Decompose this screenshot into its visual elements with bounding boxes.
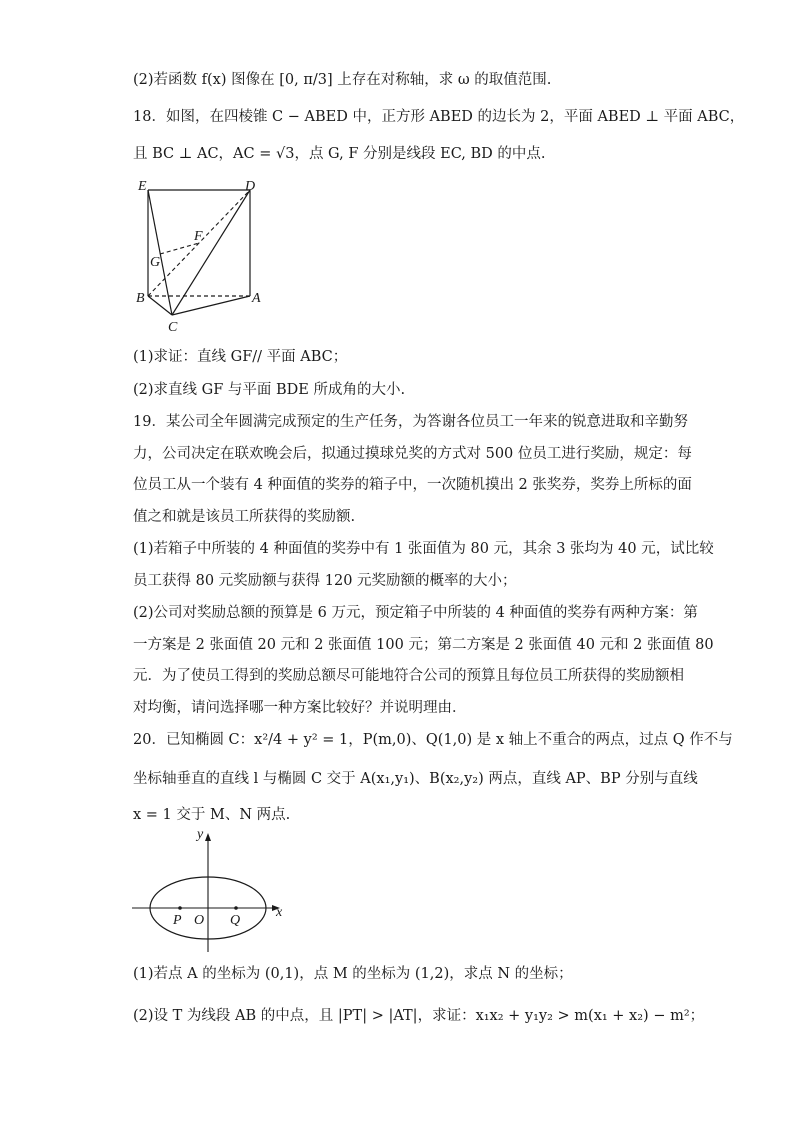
text-line: (1)若点 A 的坐标为 (0,1)，点 M 的坐标为 (1,2)，求点 N 的坐标； [133,966,573,982]
vertex-label-e: E [138,179,147,194]
text-line: (2)若函数 f(x) 图像在 [0, π/3] 上存在对称轴，求 ω 的取值范围. [133,72,552,88]
text-line: 且 BC ⊥ AC，AC = √3，点 G, F 分别是线段 EC, BD 的中点. [133,146,546,162]
text-line: 对均衡，请问选择哪一种方案比较好？并说明理由． [133,700,467,716]
vertex-label-b: B [136,291,145,306]
text-line: 20．已知椭圆 C：x²/4 + y² = 1，P(m,0)、Q(1,0) 是 x 轴上不重合的两点，过点 Q 作不与 [133,732,733,748]
text-line: (2)设 T 为线段 AB 的中点，且 |PT| > |AT|，求证：x₁x₂ + y₁y₂ > m(x₁ + x₂) − m²； [133,1008,705,1024]
text-line: x = 1 交于 M、N 两点. [133,807,291,823]
point-label-g: G [150,255,161,270]
vertex-label-a: A [252,291,261,306]
text-line: 18．如图，在四棱锥 C − ABED 中，正方形 ABED 的边长为 2，平面 ABED ⊥ 平面 ABC， [133,109,745,125]
text-line: (1)若箱子中所装的 4 种面值的奖券中有 1 张面值为 80 元，其余 3 张均为 40 元，试比较 [133,541,714,557]
point-label-p: P [173,913,182,928]
text-line: (2)求直线 GF 与平面 BDE 所成角的大小. [133,382,406,398]
axis-label-x: x [276,905,283,920]
text-line: 一方案是 2 张面值 20 元和 2 张面值 100 元；第二方案是 2 张面值 40 元和 2 张面值 80 [133,637,714,653]
text-line: 19．某公司全年圆满完成预定的生产任务，为答谢各位员工一年来的锐意进取和辛勤努 [133,414,688,430]
text-line: 值之和就是该员工所获得的奖励额. [133,509,356,525]
text-line: 力，公司决定在联欢晚会后，拟通过摸球兑奖的方式对 500 位员工进行奖励，规定：每 [133,446,692,462]
origin-label: O [194,913,205,928]
pyramid-figure [132,178,272,336]
text-line: (2)公司对奖励总额的预算是 6 万元，预定箱子中所装的 4 种面值的奖券有两种方案：第 [133,605,698,621]
ellipse-figure [130,828,290,956]
text-line: 元．为了使员工得到的奖励总额尽可能地符合公司的预算且每位员工所获得的奖励额相 [133,668,684,684]
text-line: (1)求证：直线 GF// 平面 ABC； [133,349,348,365]
text-line: 员工获得 80 元奖励额与获得 120 元奖励额的概率的大小； [133,573,517,589]
text-line: 坐标轴垂直的直线 l 与椭圆 C 交于 A(x₁,y₁)、B(x₂,y₂) 两点，直线 AP、BP 分别与直线 [133,771,698,787]
vertex-label-c: C [168,320,178,335]
text-line: 位员工从一个装有 4 种面值的奖券的箱子中，一次随机摸出 2 张奖券，奖券上所标的面 [133,477,692,493]
point-label-q: Q [230,913,241,928]
point-label-f: F [194,229,203,244]
vertex-label-d: D [245,179,256,194]
axis-label-y: y [197,828,204,842]
